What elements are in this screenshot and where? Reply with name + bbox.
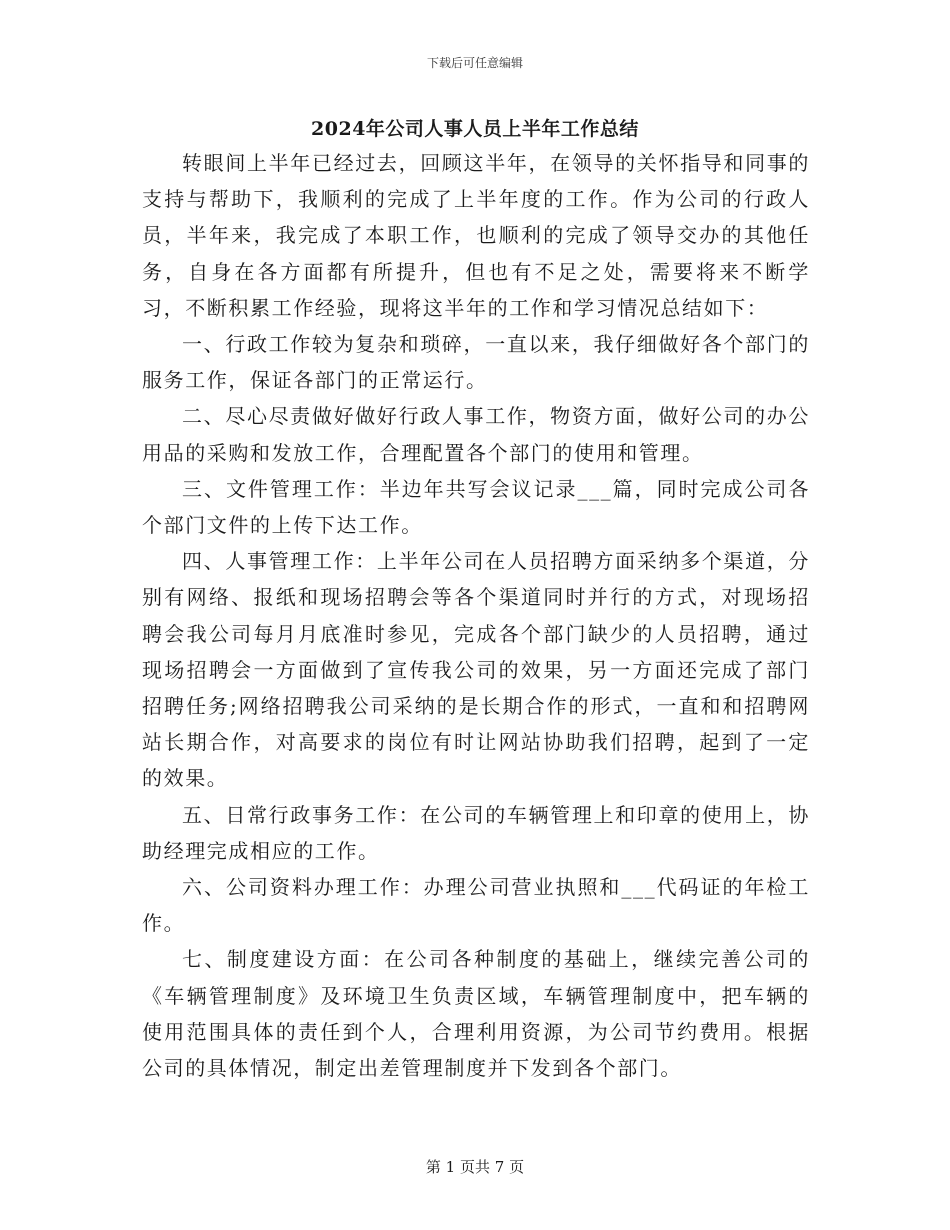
- document-title: 2024年公司人事人员上半年工作总结: [311, 118, 639, 140]
- paragraph-intro: 转眼间上半年已经过去，回顾这半年，在领导的关怀指导和同事的支持与帮助下，我顺利的完成了上半年度的工作。作为公司的行政人员，半年来，我完成了本职工作，也顺利的完成了领导交办的其他任务，自身在各方面都有所提升，但也有不足之处，需要将来不断学习，不断积累工作经验，现将这半年的工作和学习情况总结如下：: [142, 151, 810, 320]
- paragraph-item-1: 一、行政工作较为复杂和琐碎，一直以来，我仔细做好各个部门的服务工作，保证各部门的正常运行。: [142, 332, 810, 393]
- paragraph-item-2: 二、尽心尽责做好做好行政人事工作，物资方面，做好公司的办公用品的采购和发放工作，合理配置各个部门的使用和管理。: [142, 404, 810, 465]
- paragraph-item-7: 七、制度建设方面：在公司各种制度的基础上，继续完善公司的《车辆管理制度》及环境卫生负责区域，车辆管理制度中，把车辆的使用范围具体的责任到个人，合理利用资源，为公司节约费用。根据公司的具体情况，制定出差管理制度并下发到各个部门。: [142, 947, 810, 1081]
- page-footer: 第 1 页共 7 页: [425, 1158, 525, 1176]
- paragraph-item-3: 三、文件管理工作：半边年共写会议记录___篇，同时完成公司各个部门文件的上传下达工作。: [142, 476, 810, 538]
- paragraph-item-5: 五、日常行政事务工作：在公司的车辆管理上和印章的使用上，协助经理完成相应的工作。: [142, 802, 810, 863]
- document-body: [142, 145, 810, 1086]
- header-note: 下载后可任意编辑: [426, 56, 523, 70]
- paragraph-item-6: 六、公司资料办理工作：办理公司营业执照和___代码证的年检工作。: [142, 875, 810, 936]
- paragraph-item-4: 四、人事管理工作：上半年公司在人员招聘方面采纳多个渠道，分别有网络、报纸和现场招聘会等各个渠道同时并行的方式，对现场招聘会我公司每月月底准时参见，完成各个部门缺少的人员招聘，通过现场招聘会一方面做到了宣传我公司的效果，另一方面还完成了部门招聘任务;网络招聘我公司采纳的是长期合作的形式，一直和和招聘网站长期合作，对高要求的岗位有时让网站协助我们招聘，起到了一定的效果。: [142, 549, 810, 791]
